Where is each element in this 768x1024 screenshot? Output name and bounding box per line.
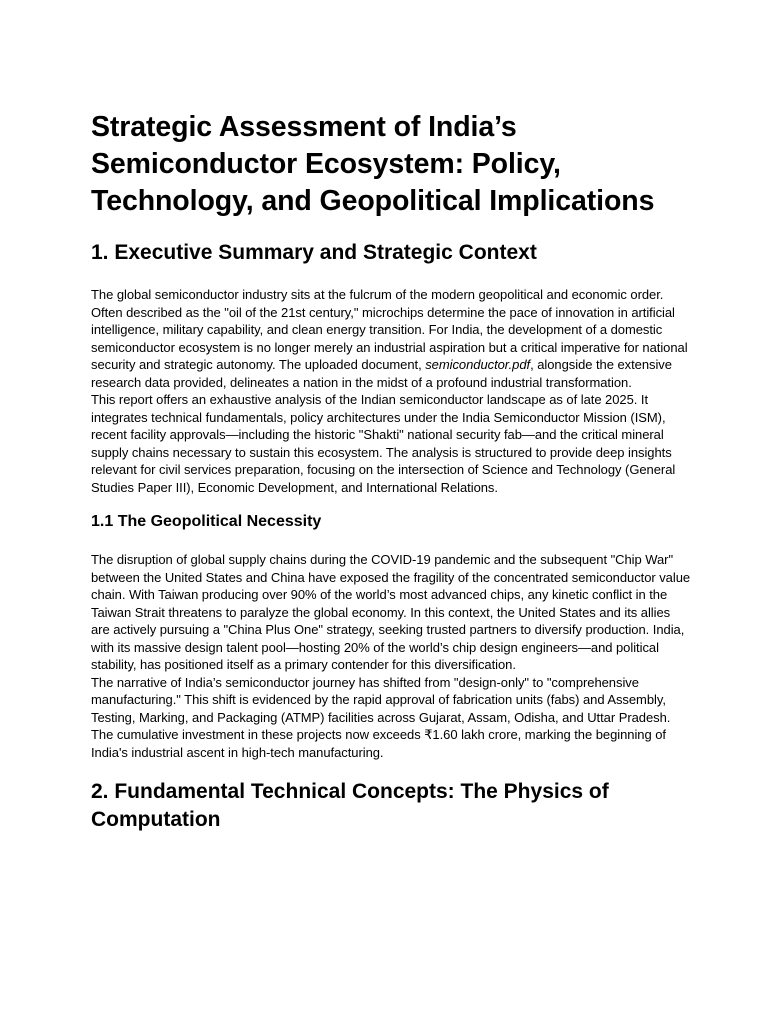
- paragraph-manufacturing-shift: The narrative of India’s semiconductor journey has shifted from "design-only" to "comprehensive manufacturing." This shift is evidenced by the rapid approval of fabrication units (fabs) and Assembly, Testing, Marking, and Packaging (ATMP) facilities across Gujarat, Assam, Odisha, and Uttar Pradesh. The cumulative investment in these projects now exceeds ₹1.60 lakh crore, marking the beginning of India's industrial ascent in high-tech manufacturing.: [91, 674, 671, 760]
- document-title: Strategic Assessment of India’s Semiconductor Ecosystem: Policy, Technology, and Geopolitical Implications: [91, 111, 655, 217]
- document-filename: semiconductor.pdf: [425, 357, 531, 372]
- section-heading-executive-summary: 1. Executive Summary and Strategic Context: [91, 241, 537, 264]
- section-heading-technical-concepts: 2. Fundamental Technical Concepts: The Physics of Computation: [91, 780, 609, 831]
- subsection-heading-geopolitical-necessity: 1.1 The Geopolitical Necessity: [91, 513, 322, 530]
- paragraph-text: , alongside the extensive research data provided, delineates a nation in the midst of a profound industrial transformation.: [91, 357, 672, 390]
- document-page: [91, 109, 691, 834]
- paragraph-text: The global semiconductor industry sits at the fulcrum of the modern geopolitical and economic order. Often described as the "oil of the 21st century," microchips determine the pace of innovation in artificial intelligence, military capability, and clean energy transition. For India, the development of a domestic semiconductor ecosystem is no longer merely an industrial aspiration but a critical imperative for national security and strategic autonomy. The uploaded document,: [91, 287, 688, 372]
- paragraph-global-industry: [91, 286, 691, 391]
- paragraph-supply-chain-disruption: The disruption of global supply chains during the COVID-19 pandemic and the subsequent "Chip War" between the United States and China have exposed the fragility of the concentrated semiconductor value chain. With Taiwan producing over 90% of the world’s most advanced chips, any kinetic conflict in the Taiwan Strait threatens to paralyze the global economy. In this context, the United States and its allies are actively pursuing a "China Plus One" strategy, seeking trusted partners to diversify production. India, with its massive design talent pool—hosting 20% of the world’s chip design engineers—and political stability, has positioned itself as a primary contender for this diversification.: [91, 552, 691, 672]
- paragraph-report-overview: This report offers an exhaustive analysis of the Indian semiconductor landscape as of late 2025. It integrates technical fundamentals, policy architectures under the India Semiconductor Mission (ISM), recent facility approvals—including the historic "Shakti" national security fab—and the critical mineral supply chains necessary to sustain this ecosystem. The analysis is structured to provide deep insights relevant for civil services preparation, focusing on the intersection of Science and Technology (General Studies Paper III), Economic Development, and International Relations.: [91, 392, 676, 495]
